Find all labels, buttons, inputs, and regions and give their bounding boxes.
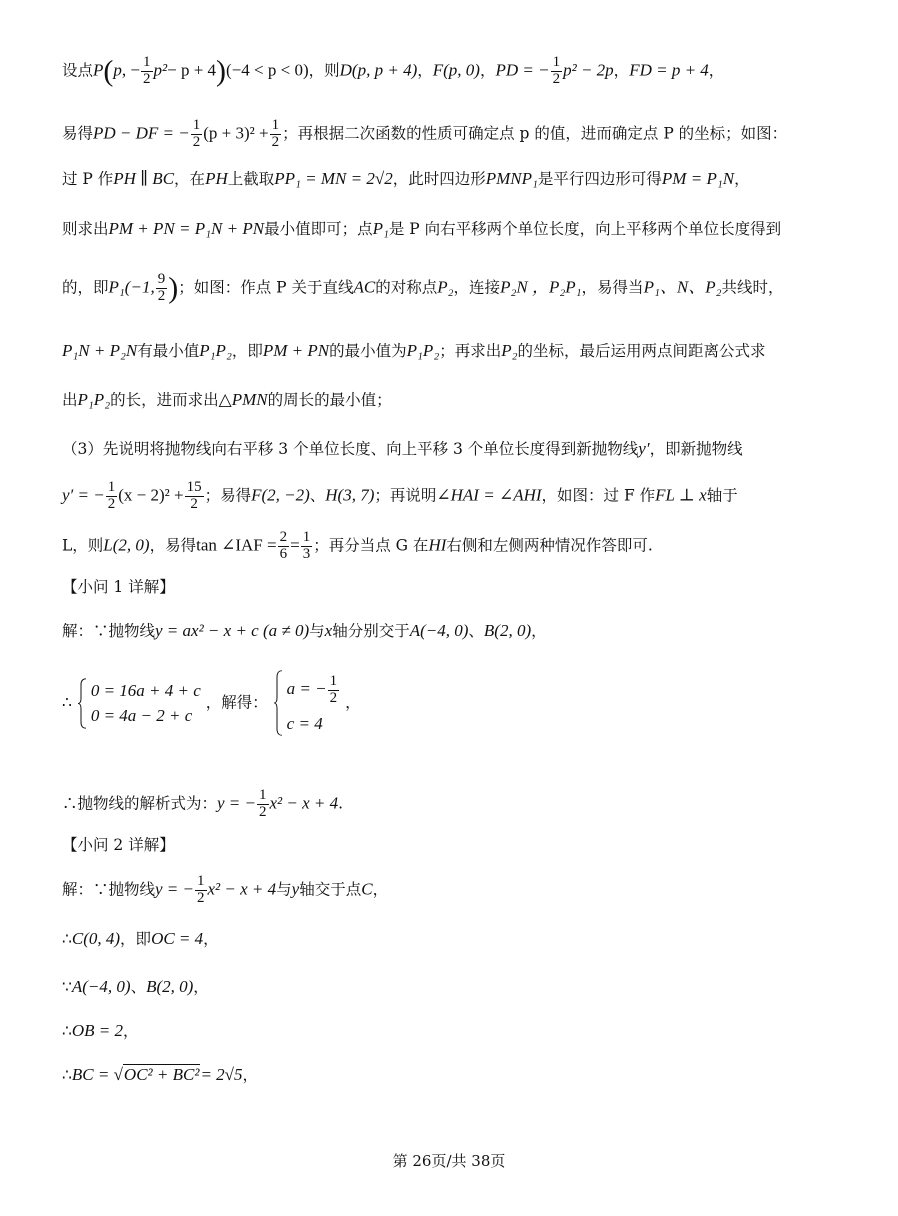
fraction: $\frac{1}{2}$ [143,54,151,87]
math: p² − 2p [563,60,614,80]
text: 易得 [62,124,94,143]
math: − p + 4 [167,60,217,80]
paren: ( [103,54,114,88]
text-line: 的，即P₁(−1, $\frac{9}{2}$ )；如图：作点 P 关于直线AC的对称点P₂，连接P₂N ，P₂P₁，易得当P₁、N、P₂共线时， [62,271,784,305]
text-line: 解：∵抛物线y = − $\frac{1}{2}$ x² − x + 4与y轴交于点C， [62,873,389,906]
section-heading: 【小问 2 详解】 [62,836,175,854]
text-line: 则求出PM + PN = P₁N + PN最小值即可；点P₁是 P 向右平移两个单位长度，向上平移两个单位长度得到 [62,219,782,238]
section-heading: 【小问 1 详解】 [62,578,175,596]
solution-system: a = − $\frac{1}{2}$ c = 4 [273,670,340,736]
equation-system: 0 = 16a + 4 + c 0 = 4a − 2 + c [77,678,201,729]
text-line: 出P₁P₂的长，进而求出△PMN的周长的最小值； [62,390,392,409]
text-line: （3）先说明将抛物线向右平移 3 个单位长度、向上平移 3 个单位长度得到新抛物线y′，即新抛物线 [62,439,743,458]
text-line: ∴抛物线的解析式为：y = − $\frac{1}{2}$ x² − x + 4. [62,787,344,820]
math: PD = − [495,60,550,80]
text: ，则 [308,61,340,80]
math: (p + 3)² + [203,123,269,143]
page-number: 第 26页/共 38页 [392,1152,506,1170]
equation-system-line: ∴ 0 = 16a + 4 + c 0 = 4a − 2 + c ，解得： a = − $\frac{1}{2}$ c = 4 ， [62,670,836,736]
text: 设点 [62,61,94,80]
math: FD = p + 4 [629,60,709,80]
text-line: y′ = − $\frac{1}{2}$ (x − 2)² + $\frac{15}{2}$ ；易得F(2, −2)、H(3, 7)；再说明∠HAI = ∠AHI，如图：过 F 作FL ⊥ x轴于 [62,479,738,512]
page-footer [0,1150,898,1171]
text-line: ∴BC = √OC² + BC²= 2√5， [62,1065,259,1084]
text-line: 过 P 作PH ∥ BC，在PH上截取PP₁ = MN = 2√2，此时四边形PMNP₁是平行四边形可得PM = P₁N， [62,169,750,188]
text-line: 解：∵抛物线y = ax² − x + c (a ≠ 0)与x轴分别交于A(−4, 0)、B(2, 0)， [62,621,547,640]
math: PD − DF = − [93,123,190,143]
text-line: L，则L(2, 0)，易得tan ∠IAF = $\frac{2}{6}$ = $\frac{1}{3}$ ；再分当点 G 在HI右侧和左侧两种情况作答即可. [62,529,653,562]
math: F(p, 0) [432,60,480,80]
text-line: ∴C(0, 4)，即OC = 4， [62,929,219,948]
text-line: ∴OB = 2， [62,1021,139,1040]
math: D(p, p + 4) [339,60,418,80]
math: P [93,60,104,80]
math: p [113,60,122,80]
text-line: 易得PD − DF = − $\frac{1}{2}$ (p + 3)² + $\frac{1}{2}$ ；再根据二次函数的性质可确定点 p 的值，进而确定点 P 的坐标；如图： [62,117,788,150]
text-line: ∵A(−4, 0)、B(2, 0)， [62,977,209,996]
text-line: 设点P(p, − $\frac{1}{2}$ p²− p + 4)(−4 < p < 0)，则D(p, p + 4)，F(p, 0)，PD = − $\frac{1}{2}$ p² − 2p，FD = p + 4， [62,54,725,88]
text-line: P₁N + P₂N有最小值P₁P₂，即PM + PN的最小值为P₁P₂；再求出P₂的坐标，最后运用两点间距离公式求 [62,341,766,360]
math: (−4 < p < 0) [226,60,309,80]
text: ， [417,61,433,80]
text: ；再根据二次函数的性质可确定点 p 的值，进而确定点 P 的坐标；如图： [282,124,788,143]
